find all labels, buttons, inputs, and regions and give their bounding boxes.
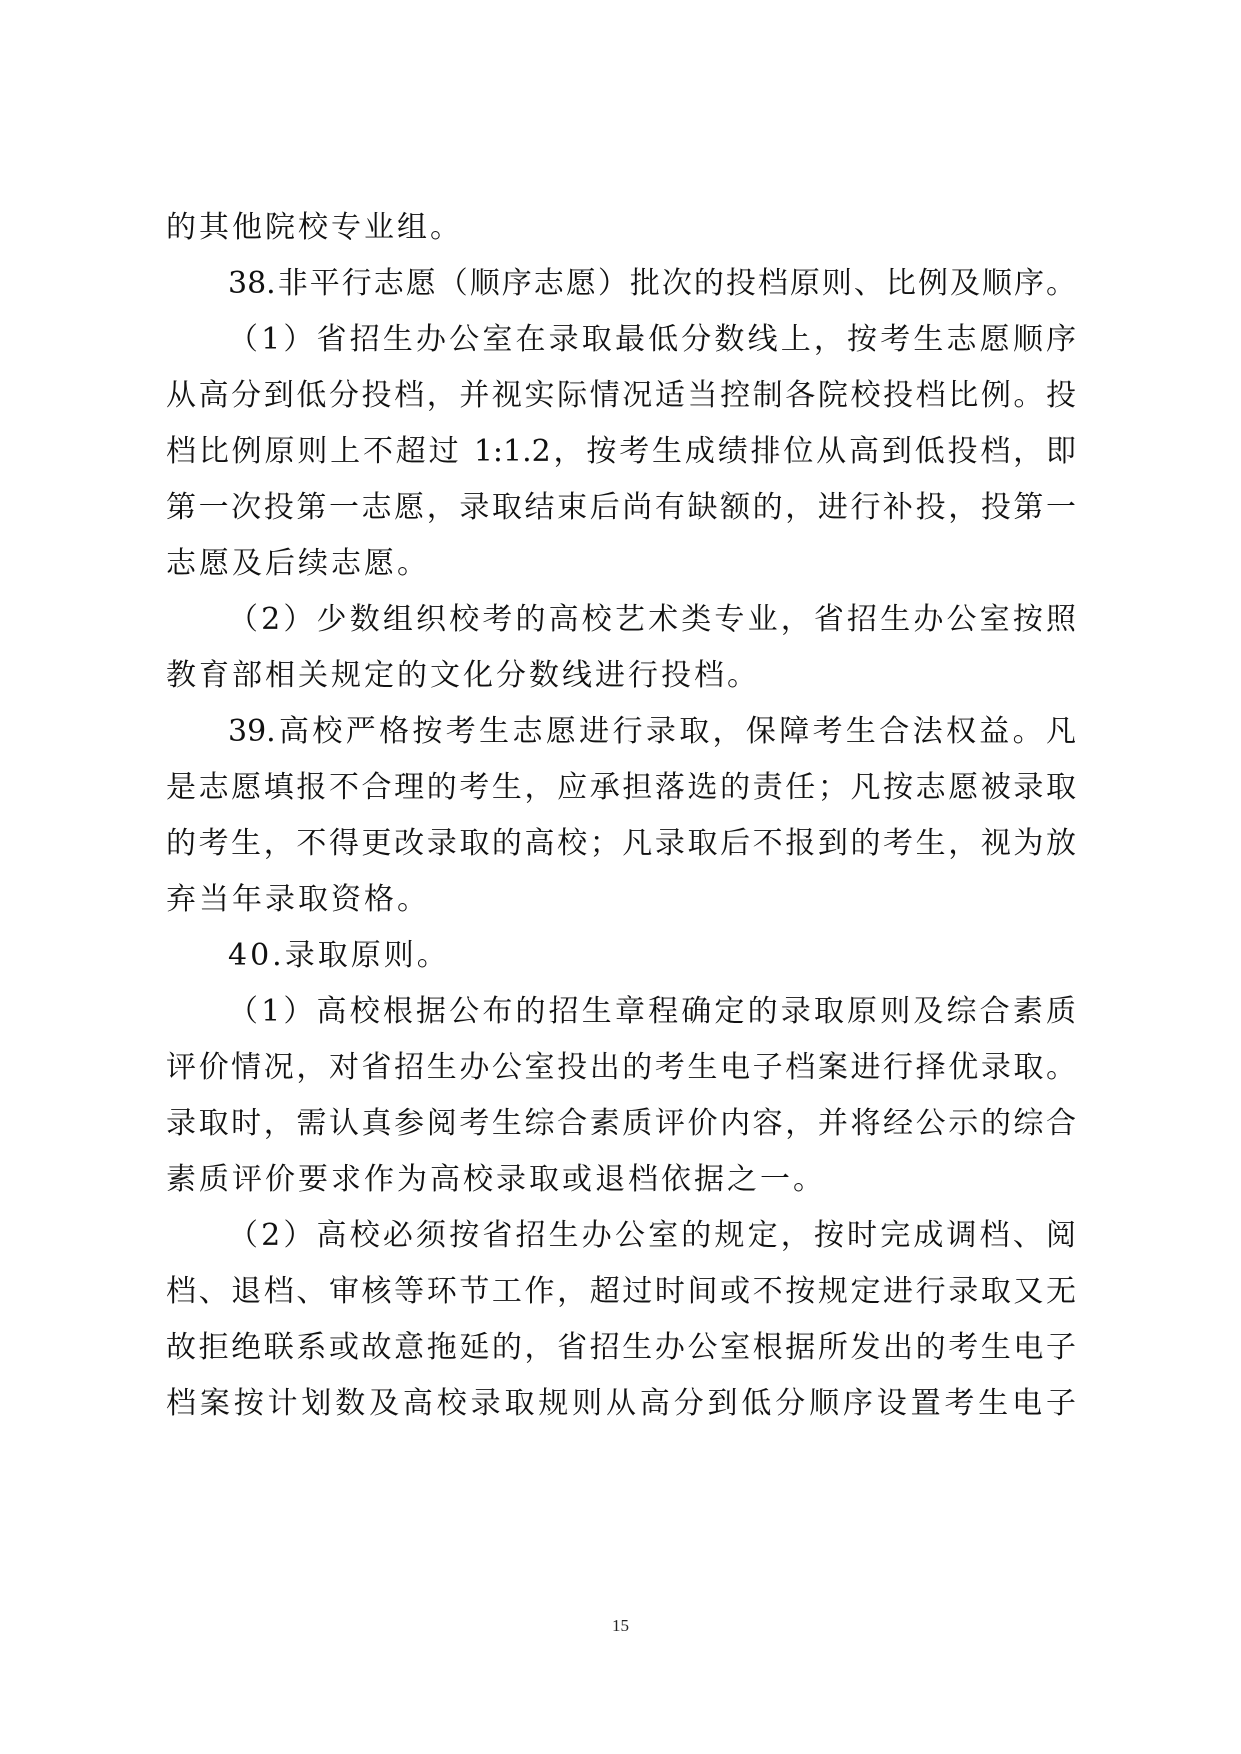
text-line: 的考生，不得更改录取的高校；凡录取后不报到的考生，视为放 — [166, 826, 1076, 861]
text-line: 档、退档、审核等环节工作，超过时间或不按规定进行录取又无 — [166, 1274, 1076, 1309]
text-line: 录取时，需认真参阅考生综合素质评价内容，并将经公示的综合 — [166, 1106, 1076, 1141]
text-line: 素质评价要求作为高校录取或退档依据之一。 — [166, 1162, 826, 1197]
text-line: 故拒绝联系或故意拖延的，省招生办公室根据所发出的考生电子 — [166, 1330, 1076, 1365]
text-line: 档案按计划数及高校录取规则从高分到低分顺序设置考生电子 — [166, 1386, 1076, 1421]
text-line: 第一次投第一志愿，录取结束后尚有缺额的，进行补投，投第一 — [166, 490, 1076, 525]
section-heading-39: 39.高校严格按考生志愿进行录取，保障考生合法权益。凡 — [228, 714, 1076, 749]
text-line: 弃当年录取资格。 — [166, 882, 430, 917]
text-line: 的其他院校专业组。 — [166, 210, 463, 245]
text-line: （1）高校根据公布的招生章程确定的录取原则及综合素质 — [228, 994, 1076, 1029]
text-line: 志愿及后续志愿。 — [166, 546, 430, 581]
section-heading-38: 38.非平行志愿（顺序志愿）批次的投档原则、比例及顺序。 — [228, 266, 1076, 301]
page-number: 15 — [612, 1616, 629, 1635]
text-line: 档比例原则上不超过 1:1.2，按考生成绩排位从高到低投档，即 — [166, 434, 1076, 469]
text-line: （2）高校必须按省招生办公室的规定，按时完成调档、阅 — [228, 1218, 1076, 1253]
section-heading-40: 40.录取原则。 — [228, 938, 450, 973]
text-line: （1）省招生办公室在录取最低分数线上，按考生志愿顺序 — [228, 322, 1076, 357]
text-line: 教育部相关规定的文化分数线进行投档。 — [166, 658, 760, 693]
text-line: （2）少数组织校考的高校艺术类专业，省招生办公室按照 — [228, 602, 1076, 637]
text-line: 是志愿填报不合理的考生，应承担落选的责任；凡按志愿被录取 — [166, 770, 1076, 805]
text-line: 评价情况，对省招生办公室投出的考生电子档案进行择优录取。 — [166, 1050, 1076, 1085]
text-line: 从高分到低分投档，并视实际情况适当控制各院校投档比例。投 — [166, 378, 1076, 413]
